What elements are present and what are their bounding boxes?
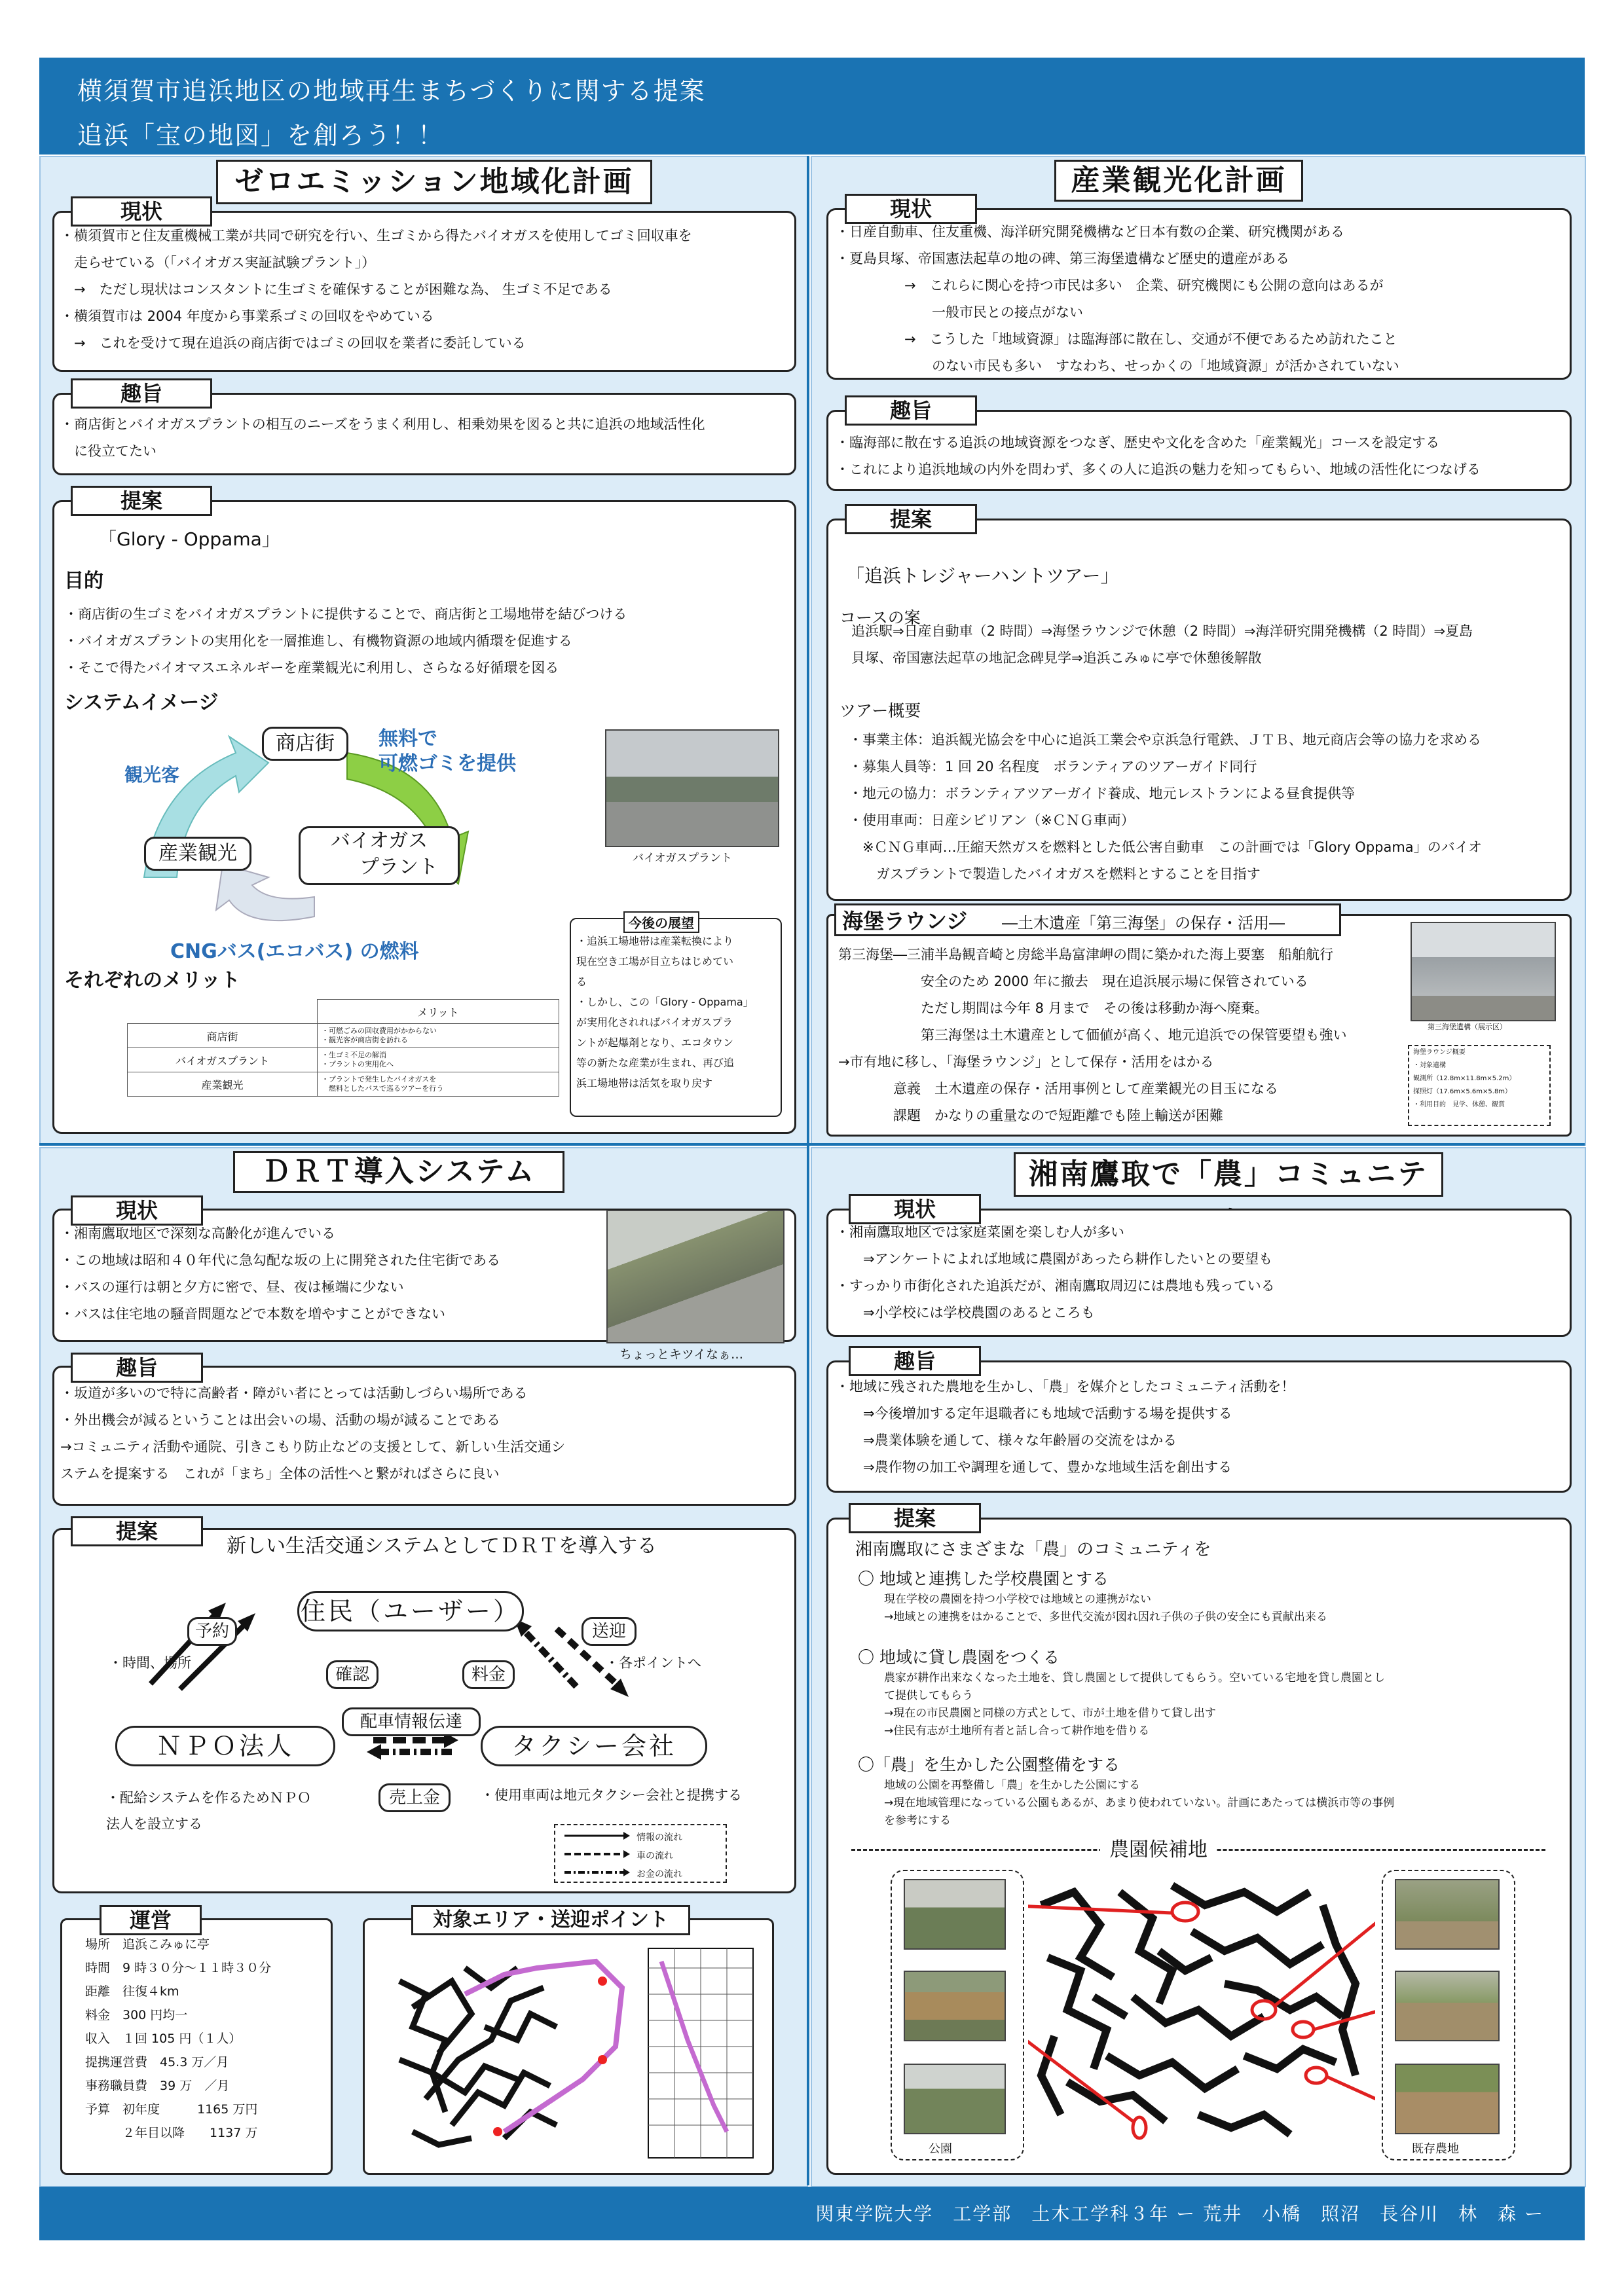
merit-key: 商店街 xyxy=(128,1024,318,1048)
zero-merit-label: それぞれのメリット xyxy=(64,969,240,992)
nou-teian-label: 提案 xyxy=(849,1503,981,1533)
nou-farm-map xyxy=(1028,1866,1375,2160)
kaiho-text: 第三海堡―三浦半島観音崎と房総半島富津岬の間に築かれた海上要塞 船舶航行 安全のため 2000 年に撤去 現在追浜展示場に保管されている ただし期間は今年 8 月まで その後は移動か海へ廃棄。 第三海堡は土木遺産として価値が高く、地元追浜での保管要望も強い →市有地に移し、「海堡ラウンジ」として保存・活用をはかる 意義 土木遺産の保存・活用事例として産業観光の目玉になる 課題 かなりの重量なので短距離でも陸上輸送が困難 xyxy=(838,947,1347,1123)
proposal-3-text: 地域の公園を再整備し「農」を生かした公園にする →現在地域管理になっている公園もあるが、あまり使われていない。計画にあたっては横浜市等の事例 を参考にする xyxy=(884,1779,1395,1827)
kaiho-photo xyxy=(1411,922,1556,1021)
merit-header-cell: メリット xyxy=(317,1000,559,1024)
course-text: 追浜駅⇒日産自動車（2 時間）⇒海堡ラウンジで休憩（2 時間）⇒海洋研究開発機構（2 時間）⇒夏島 貝塚、帝国憲法起草の地記念碑見学⇒追浜こみゅに亭で休憩後解散 xyxy=(851,623,1473,666)
user-node: 住民（ユーザー） xyxy=(297,1591,524,1631)
slope-street-photo xyxy=(606,1210,784,1343)
biogas-photo-caption: バイオガスプラント xyxy=(633,852,732,865)
zero-genjo-label: 現状 xyxy=(71,196,212,227)
farm-photo-1 xyxy=(1395,1879,1500,1950)
gaiyo-label: ツアー概要 xyxy=(840,701,921,720)
future-text: ・追浜工場地帯は産業転換により 現在空き工場が目立ちはじめてい る ・しかし、この「Glory - Oppama」 が実用化されればバイオガスプラ ントが起爆剤となり、エコタウン 等の新たな産業が生まれ、再び追 浜工場地帯は活気を取り戻す xyxy=(576,935,754,1089)
signboard-photo xyxy=(904,1971,1006,2041)
area-label: 対象エリア・送迎ポイント xyxy=(411,1905,690,1935)
legend-money: お金の流れ xyxy=(637,1869,682,1880)
proposal-1-title: 〇 地域と連携した学校農園とする xyxy=(858,1569,1109,1588)
arrow-label-cng: CNGバス(エコバス) の燃料 xyxy=(170,940,419,963)
park-photo xyxy=(904,2064,1006,2134)
drt-title: ＤＲＴ導入システム xyxy=(233,1151,564,1193)
nou-teian-head: 湘南鷹取にさまざまな「農」のコミュニティを xyxy=(855,1540,1211,1559)
candidate-site-5 xyxy=(1133,2117,1146,2138)
note-time-place: ・時間、場所 xyxy=(109,1655,191,1671)
candidate-site-3 xyxy=(1293,2022,1314,2037)
zero-shushi-label: 趣旨 xyxy=(71,378,212,409)
merit-value: ・可燃ごみの回収費用がかからない ・観光客が商店街を訪れる xyxy=(317,1024,559,1048)
page-subtitle: 追浜「宝の地図」を創ろう！！ xyxy=(77,121,445,150)
zero-teian-label: 提案 xyxy=(71,486,212,516)
farm-photo-3 xyxy=(1395,2064,1500,2134)
zero-system-label: システムイメージ xyxy=(64,691,219,714)
nou-genjo-label: 現状 xyxy=(849,1194,981,1224)
drt-shushi-text: ・坂道が多いので特に高齢者・障がい者にとっては活動しづらい場所である ・外出機会が減るということは出会いの場、活動の場が減ることである →コミュニティ活動や通院、引きこもり防止などの支援として、新しい生活交通シ ステムを提案する これが「まち」全体の活性へと繋がればさらに良い xyxy=(60,1385,566,1482)
table-row xyxy=(128,1072,559,1097)
drt-shushi-label: 趣旨 xyxy=(71,1353,203,1383)
proposal-2-text: 農家が耕作出来なくなった土地を、貸し農園として提供してもらう。空いている宅地を貸し農園とし て提供してもらう →現在の市民農園と同様の方式として、市が土地を借りて貸し出す →住民有志が土地所有者と話し合って耕作地を借りる xyxy=(884,1671,1385,1738)
merit-value: ・生ゴミ不足の解消 ・プラントの実用化へ xyxy=(317,1048,559,1072)
label-sougei: 送迎 xyxy=(581,1617,637,1646)
vertical-divider xyxy=(807,156,809,2185)
school-farm-photo xyxy=(904,1879,1006,1950)
proposal-1-text: 現在学校の農園を持つ小学校では地域との連携がない →地域との連携をはかることで、多世代交流が図れ因れ子供の子供の安全にも貢献出来る xyxy=(884,1593,1327,1624)
unei-label: 運営 xyxy=(100,1905,202,1935)
merit-key: バイオガスプラント xyxy=(128,1048,318,1072)
table-row xyxy=(128,1048,559,1072)
kaiho-title: 海堡ラウンジ xyxy=(842,909,968,934)
candidate-site-2 xyxy=(1252,2001,1276,2019)
taxi-node: タクシー会社 xyxy=(481,1726,707,1766)
unei-text: 場所 追浜こみゅに亭 時間 9 時３０分～１１時３０分 距離 往復４km 料金 300 円均一 収入 １回 105 円（１人） 提携運営費 45.3 万／月 事務職員費 39 万 ／月 予算 初年度 1165 万円 ２年目以降 1137 万 xyxy=(85,1937,272,2140)
sangyo-shushi-label: 趣旨 xyxy=(845,395,977,426)
note-each-point: ・各ポイントへ xyxy=(605,1655,701,1671)
nou-shushi-text: ・地域に残された農地を生かし、「農」を媒介としたコミュニティ活動を！ ⇒今後増加する定年退職者にも地域で活動する場を提供する ⇒農業体験を通して、様々な年齢層の交流をはかる ⇒農作物の加工や調理を通して、豊かな地域生活を創出する xyxy=(836,1379,1295,1475)
zero-genjo-text: ・横須賀市と住友重機械工業が共同で研究を行い、生ゴミから得たバイオガスを使用してゴミ回収車を 走らせている（「バイオガス実証試験プラント」） → ただし現状はコンスタントに生ゴミを確保することが困難な為、 生ゴミ不足である ・横須賀市は 2004 年度から事業系ゴミの回収をやめている → これを受けて現在追浜の商店街ではゴミの回収を業者に委託している xyxy=(60,228,692,351)
footer-authors: 関東学院大学 工学部 土木工学科３年 ー 荒井 小橋 照沼 長谷川 林 森 ー xyxy=(815,2203,1544,2225)
drt-genjo-label: 現状 xyxy=(71,1195,203,1226)
merit-value: ・プラントで発生したバイオガスを 燃料としたバスで巡るツアーを行う xyxy=(317,1072,559,1097)
sangyo-genjo-label: 現状 xyxy=(845,194,977,224)
legend-lines xyxy=(562,1828,634,1880)
arrow-label-kankoukyaku: 観光客 xyxy=(124,764,180,786)
footer-banner xyxy=(39,2187,1585,2240)
arrow-label-free: 無料で 可燃ゴミを提供 xyxy=(378,727,516,775)
drt-teian-label: 提案 xyxy=(71,1516,203,1546)
label-ryokin: 料金 xyxy=(462,1660,515,1689)
kaiho-photo-caption: 第三海堡遺構（展示区） xyxy=(1428,1023,1507,1031)
zero-mokuteki-label: 目的 xyxy=(64,570,103,592)
sangyo-title: 産業観光化計画 xyxy=(1054,160,1303,202)
merit-table-header xyxy=(128,1000,559,1024)
nou-title: 湘南鷹取で「農」コミュニテ xyxy=(1014,1152,1443,1197)
proposal-2-title: 〇 地域に貸し農園をつくる xyxy=(858,1648,1060,1667)
candidate-site-4 xyxy=(1306,2068,1327,2083)
drt-area-map xyxy=(386,1942,760,2164)
proposal-3-title: 〇「農」を生かした公園整備をする xyxy=(858,1755,1120,1774)
zero-title: ゼロエミッション地域化計画 xyxy=(216,160,652,204)
kaiho-subtitle: ―土木遺産「第三海堡」の保存・活用― xyxy=(1002,914,1285,932)
header-banner xyxy=(39,58,1585,155)
kaiho-note: 海堡ラウンジ概要 ・対象遺構 観測所（12.8m×11.8m×5.2m） 探照灯（17.6m×5.6m×5.8m） ・利用目的 見学、休憩、観賞 xyxy=(1408,1045,1551,1126)
nou-shushi-label: 趣旨 xyxy=(849,1346,981,1376)
sangyo-teian-label: 提案 xyxy=(845,504,977,534)
map-label: 農園候補地 xyxy=(1100,1833,1217,1862)
node-biogas-plant: バイオガス プラント xyxy=(299,826,460,885)
label-kakunin: 確認 xyxy=(326,1660,378,1689)
table-row xyxy=(128,1024,559,1048)
note-npo: ・配給システムを作るためＮＰＯ 法人を設立する xyxy=(106,1790,311,1832)
course-label: コースの案 xyxy=(840,608,921,627)
slope-photo-caption: ちょっとキツイなぁ… xyxy=(619,1347,744,1362)
label-uriage: 売上金 xyxy=(378,1783,451,1812)
drt-genjo-text: ・湘南鷹取地区で深刻な高齢化が進んでいる ・この地域は昭和４０年代に急勾配な坂の上に開発された住宅街である ・バスの運行は朝と夕方に密で、昼、夜は極端に少ない ・バスは住宅地の騒音問題などで本数を増やすことができない xyxy=(60,1226,500,1322)
node-shotengai: 商店街 xyxy=(262,727,348,761)
merit-key: 産業観光 xyxy=(128,1072,318,1097)
label-yoyaku: 予約 xyxy=(187,1617,237,1646)
drt-teian-head: 新しい生活交通システムとしてＤＲＴを導入する xyxy=(227,1535,657,1558)
node-sangyo-kanko: 産業観光 xyxy=(144,837,251,871)
horizontal-divider xyxy=(39,1143,1585,1146)
candidate-site-1 xyxy=(1172,1903,1198,1921)
gaiyo-text: ・事業主体：追浜観光協会を中心に追浜工業会や京浜急行電鉄、ＪＴＢ、地元商店会等の協力を求める ・募集人員等：1 回 20 名程度 ボランティアのツアーガイド同行 ・地元の協力：ボランティアツアーガイド養成、地元レストランによる昼食提供等 ・使用車両：日産シビリアン（※ＣＮＧ車両） ※ＣＮＧ車両…圧縮天然ガスを燃料とした低公害自動車 この計画では「Glory Oppama」のバイオ ガスプラントで製造したバイオガスを燃料とすることを目指す xyxy=(849,732,1483,882)
page-title: 横須賀市追浜地区の地域再生まちづくりに関する提案 xyxy=(77,77,706,105)
biogas-plant-photo xyxy=(605,729,779,847)
farm-photo-2 xyxy=(1395,1971,1500,2041)
legend-info: 情報の流れ xyxy=(637,1832,682,1843)
zero-shushi-text: ・商店街とバイオガスプラントの相互のニーズをうまく利用し、相乗効果を図ると共に追浜の地域活性化 に役立てたい xyxy=(60,416,705,459)
label-haisha: 配車情報伝達 xyxy=(342,1707,481,1736)
zero-project-name: 「Glory - Oppama」 xyxy=(98,528,280,550)
future-label: 今後の展望 xyxy=(623,911,699,933)
zero-mokuteki-text: ・商店街の生ゴミをバイオガスプラントに提供することで、商店街と工場地帯を結びつける ・バイオガスプラントの実用化を一層推進し、有機物資源の地域内循環を促進する ・そこで得たバイオマスエネルギーを産業観光に利用し、さらなる好循環を図る xyxy=(64,606,627,676)
farm-caption: 既存農地 xyxy=(1412,2142,1459,2156)
arrow-ryokin xyxy=(521,1627,576,1686)
park-caption: 公園 xyxy=(929,2142,952,2156)
npo-node: ＮＰＯ法人 xyxy=(115,1726,335,1766)
sangyo-shushi-text: ・臨海部に散在する追浜の地域資源をつなぎ、歴史や文化を含めた「産業観光」コースを設定する ・これにより追浜地域の内外を問わず、多くの人に追浜の魅力を知ってもらい、地域の活性化につなげる xyxy=(836,435,1481,477)
merit-table xyxy=(127,999,559,1097)
sangyo-genjo-text: ・日産自動車、住友重機、海洋研究開発機構など日本有数の企業、研究機関がある ・夏島貝塚、帝国憲法起草の地の碑、第三海堡遺構など歴史的遺産がある → これらに関心を持つ市民は多い 企業、研究機関にも公開の意向はあるが 一般市民との接点がない → こうした「地域資源」は臨海部に散在し、交通が不便であるため訪れたこと のない市民も多い すなわち、せっかくの「地域資源」が活かされていない xyxy=(836,224,1399,374)
nou-genjo-text: ・湘南鷹取地区では家庭菜園を楽しむ人が多い ⇒アンケートによれば地域に農園があったら耕作したいとの要望も ・すっかり市街化された追浜だが、湘南鷹取周辺には農地も残っている ⇒小学校には学校農園のあるところも xyxy=(836,1224,1275,1321)
tour-name: 「追浜トレジャーハントツアー」 xyxy=(846,565,1119,587)
note-taxi: ・使用車両は地元タクシー会社と提携する xyxy=(481,1787,742,1803)
legend-car: 車の流れ xyxy=(637,1851,673,1861)
